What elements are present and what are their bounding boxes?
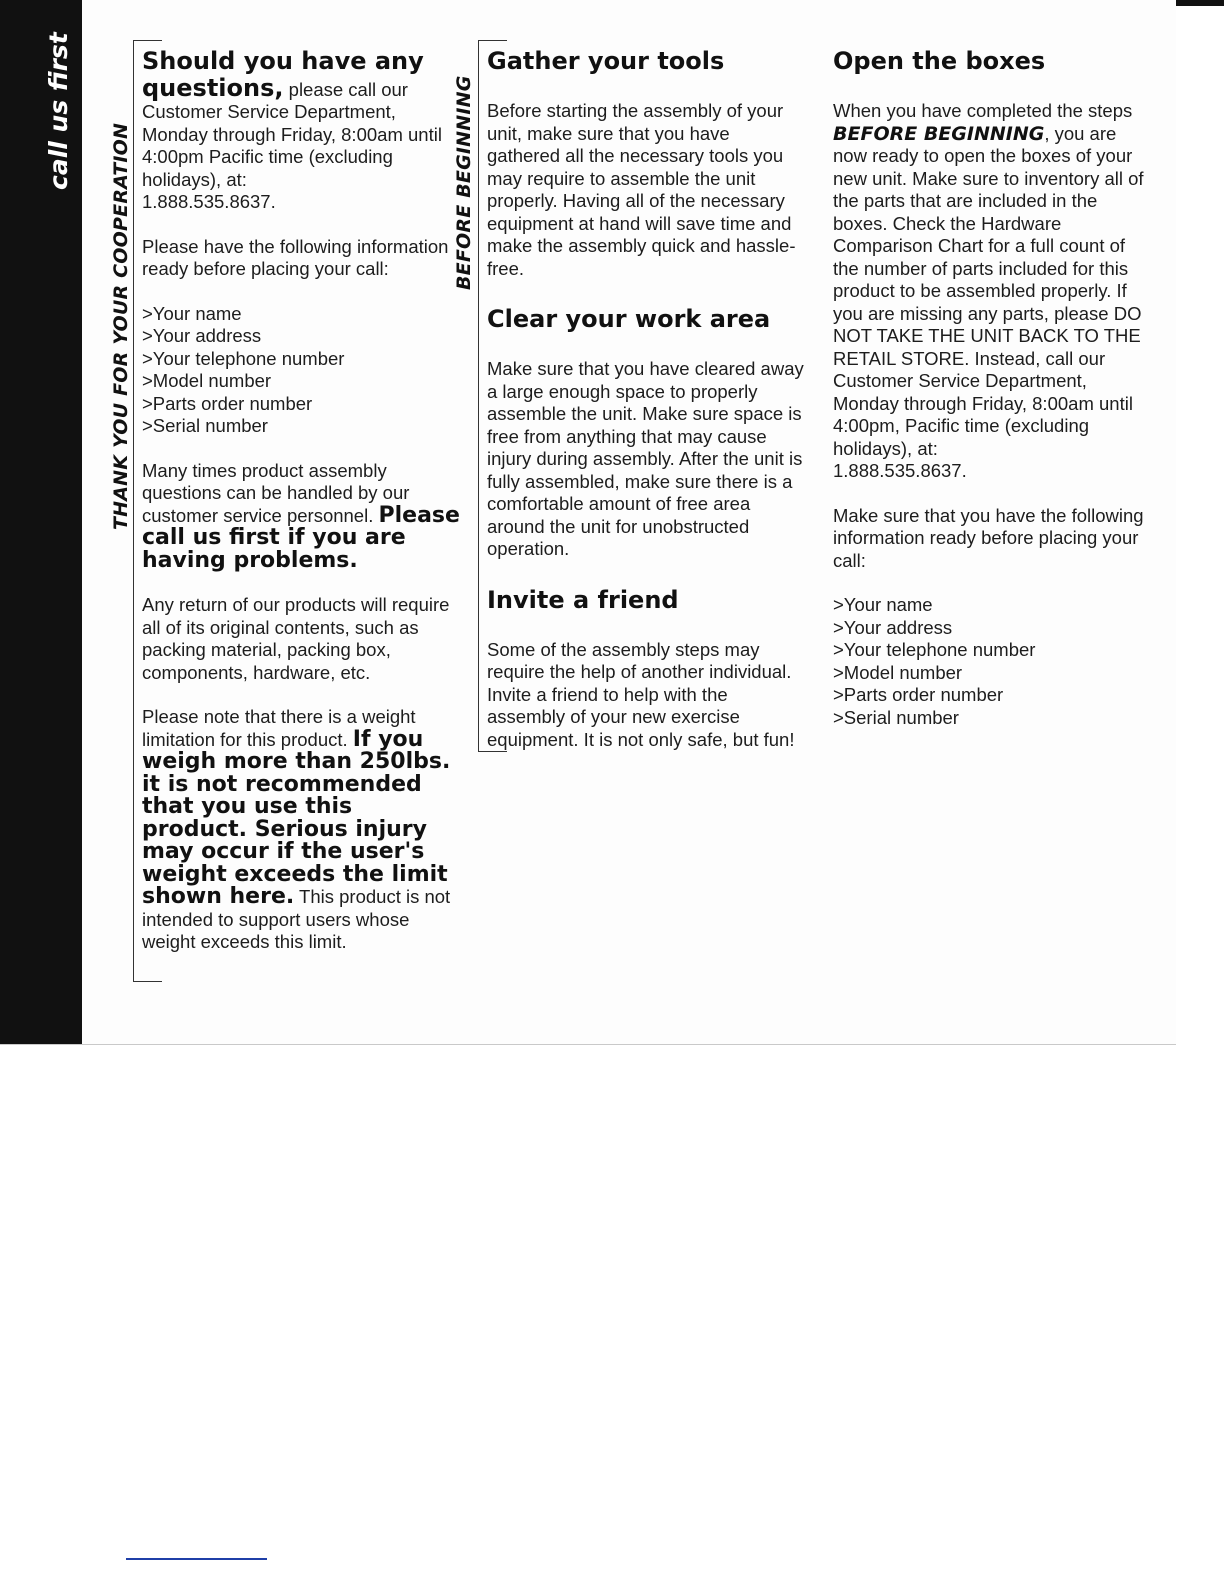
list-item: >Your telephone number <box>833 639 1036 660</box>
work-area-text: Make sure that you have cleared away a large enough space to properly assemble the unit. Make sure space is free from anything that may cause injury during assembly. After the unit is fully assembled, make sure there is a comfortable amount of free area around the unit for unobstructed operation. <box>487 358 804 559</box>
phone-number: 1.888.535.8637. <box>833 460 967 481</box>
boxes-heading: Open the boxes <box>833 47 1046 75</box>
list-item: >Model number <box>833 661 963 683</box>
list-item: >Parts order number <box>833 684 1004 705</box>
boxes-paragraph <box>833 100 1153 460</box>
questions-paragraph <box>142 48 462 191</box>
info-list <box>142 303 462 438</box>
questions-heading: Should you have any questions, <box>142 47 424 102</box>
weight-tail: This product is not intended to support users whose weight exceeds this limit. <box>142 886 451 952</box>
weight-paragraph <box>142 706 462 954</box>
list-item: >Your address <box>833 616 953 638</box>
boxes-emphasis: BEFORE BEGINNING <box>833 122 1045 145</box>
weight-text: Please note that there is a weight limitation for this product. <box>142 706 416 750</box>
phone-number: 1.888.535.8637. <box>142 191 276 212</box>
column-before-beginning <box>487 48 805 751</box>
assembly-callout: Please call us first if you are having problems. <box>142 502 460 573</box>
side-tab-label: call us first <box>44 32 73 190</box>
assembly-paragraph <box>142 460 462 573</box>
vertical-label-cooperation: THANK YOU FOR YOUR COOPERATION <box>110 122 132 530</box>
assembly-text: Many times product assembly questions can be handled by our customer service personnel. <box>142 459 410 526</box>
return-paragraph: Any return of our products will require all of its original contents, such as packing material, packing box, components, hardware, etc. <box>142 594 450 683</box>
footer-rule <box>126 1558 267 1560</box>
boxes-text-2: , you are now ready to open the boxes of your new unit. Make sure to inventory all of the parts that are included in the boxes. Check the Hardware Comparison Chart for a full count of the number of parts included for this product to be assembled properly. If you are missing any parts, please DO NOT TAKE THE UNIT BACK TO THE RETAIL STORE. Instead, call our Customer Service Department, Monday through Friday, 8:00am until 4:00pm, Pacific time (excluding holidays), at: <box>833 122 1144 459</box>
work-area-heading: Clear your work area <box>487 305 771 333</box>
friend-text: Some of the assembly steps may require the help of another individual. Invite a friend to help with the assembly of your new exercise equipment. It is not only safe, but fun! <box>487 638 795 750</box>
list-item: >Your name <box>142 302 242 324</box>
info-intro: Make sure that you have the following information ready before placing your call: <box>833 504 1144 571</box>
list-item: >Parts order number <box>142 392 313 414</box>
list-item: >Your telephone number <box>142 347 345 369</box>
weight-warning: If you weigh more than 250lbs. it is not recommended that you use this product. Serious injury may occur if the user's weight exceeds the limit shown here. <box>142 726 451 909</box>
boxes-text-1: When you have completed the steps <box>833 100 1133 121</box>
questions-text: please call our Customer Service Department, Monday through Friday, 8:00am until 4:00pm Pacific time (excluding holidays), at: <box>142 78 442 190</box>
column-customer-service <box>142 48 462 954</box>
corner-mark <box>1176 0 1224 6</box>
list-item: >Your name <box>833 594 933 615</box>
tools-text: Before starting the assembly of your unit, make sure that you have gathered all the necessary tools you may require to assemble the unit properly. Having all of the necessary equipment at hand will save time and make the assembly quick and hassle-free. <box>487 100 796 279</box>
vertical-label-before-beginning: BEFORE BEGINNING <box>453 75 475 290</box>
column-open-boxes <box>833 48 1153 729</box>
list-item: >Model number <box>142 370 272 391</box>
side-tab <box>0 0 82 1044</box>
friend-heading: Invite a friend <box>487 585 679 614</box>
list-item: >Serial number <box>142 415 268 436</box>
list-item: >Serial number <box>833 706 959 728</box>
list-item: >Your address <box>142 325 262 346</box>
tools-heading: Gather your tools <box>487 47 725 75</box>
info-list <box>833 594 1153 729</box>
info-intro: Please have the following information ready before placing your call: <box>142 235 449 279</box>
